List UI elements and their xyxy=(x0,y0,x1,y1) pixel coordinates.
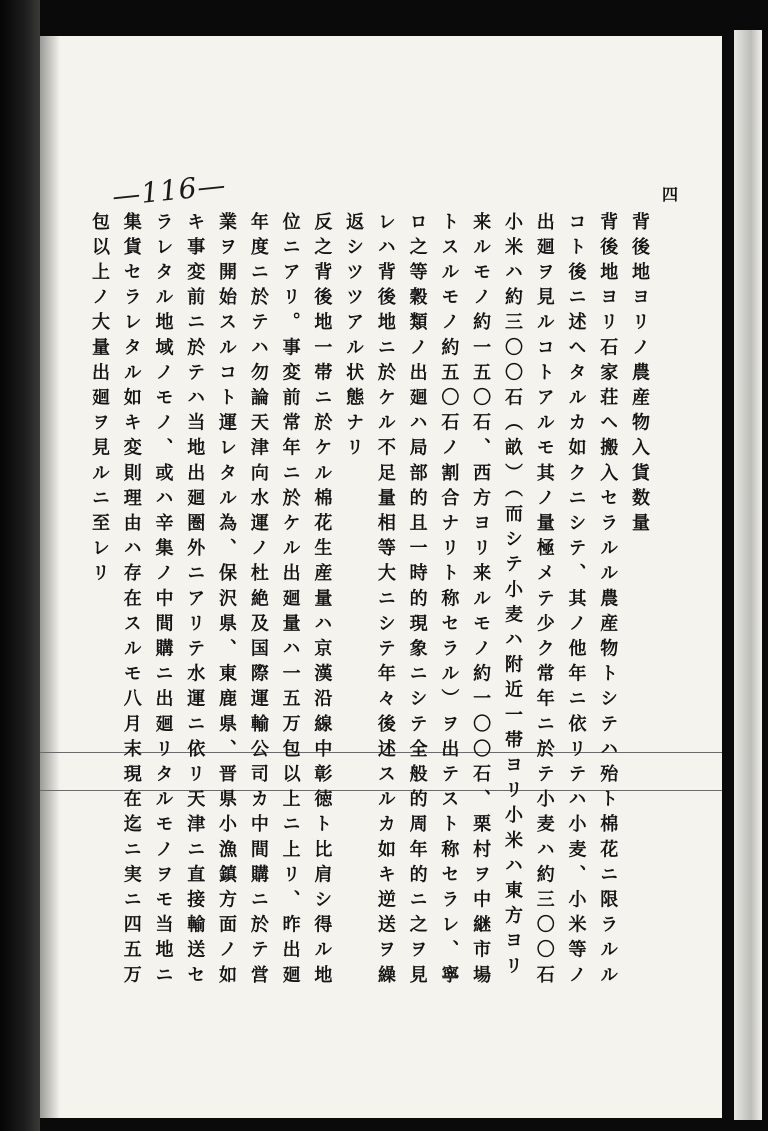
section-number: 四 xyxy=(662,185,679,204)
text-column: 業ヲ開始スルコト運レタル為、保沢県、東鹿県、晋県小漁鎮方面ノ如 xyxy=(216,212,238,991)
text-column: 小米ハ約三〇〇石（畝）（而シテ小麦ハ附近一帯ヨリ小米ハ東方ヨリ xyxy=(501,212,523,982)
text-column: キ事変前ニ於テハ当地出廻圏外ニアリテ水運ニ依リ天津ニ直接輸送セ xyxy=(184,212,206,991)
document-page xyxy=(40,36,722,1118)
text-column-heading: 背後地ヨリノ農産物入貨数量 xyxy=(629,212,650,539)
text-column: 包以上ノ大量出廻ヲ見ルニ至レリ xyxy=(89,212,110,589)
text-column: 来ルモノ約一五〇石、西方ヨリ来ルモノ約一〇〇石、栗村ヲ中継市場 xyxy=(470,212,492,991)
text-column: 背後地ヨリ石家荘ヘ搬入セラルル農産物トシテハ殆ト棉花ニ限ラルル xyxy=(597,212,619,991)
text-column: ラレタル地域ノモノ、或ハ辛集ノ中間購ニ出廻リタルモノヲモ当地ニ xyxy=(152,212,174,991)
text-column: 年度ニ於テハ勿論天津向水運ノ杜絶及国際運輸公司カ中間購ニ於テ営 xyxy=(247,212,269,991)
book-spine-shadow xyxy=(0,0,40,1131)
handwritten-page-number: —116— xyxy=(110,168,228,213)
next-page-edge xyxy=(734,30,762,1120)
text-column: 返シツツアル状態ナリ xyxy=(343,212,365,463)
text-column: 出廻ヲ見ルコトアルモ其ノ量極メテ少ク常年ニ於テ小麦ハ約三〇〇石 xyxy=(533,212,555,991)
text-column: 位ニアリ。事変前常年ニ於ケル出廻量ハ一五万包以上ニ上リ、昨出廻 xyxy=(279,212,301,991)
text-column: コト後ニ述ヘタルカ如クニシテ、其ノ他年ニ依リテハ小麦、小米等ノ xyxy=(565,212,587,991)
text-column: 集貨セラレタル如キ変則理由ハ存在スルモ八月末現在迄ニ実ニ四五万 xyxy=(120,212,142,991)
text-column: ロ之等穀類ノ出廻ハ局部的且一時的現象ニシテ全般的周年的ニ之ヲ見 xyxy=(406,212,428,991)
text-column: レハ背後地ニ於ケル不足量相等大ニシテ年々後述スルカ如キ逆送ヲ繰 xyxy=(374,212,396,991)
text-column: 反之背後地一帯ニ於ケル棉花生産量ハ京漢沿線中彰徳ト比肩シ得ル地 xyxy=(311,212,333,991)
text-column: トスルモノ約五〇石ノ割合ナリト称セラル）ヲ出テスト称セラレ、寧 xyxy=(438,212,460,991)
